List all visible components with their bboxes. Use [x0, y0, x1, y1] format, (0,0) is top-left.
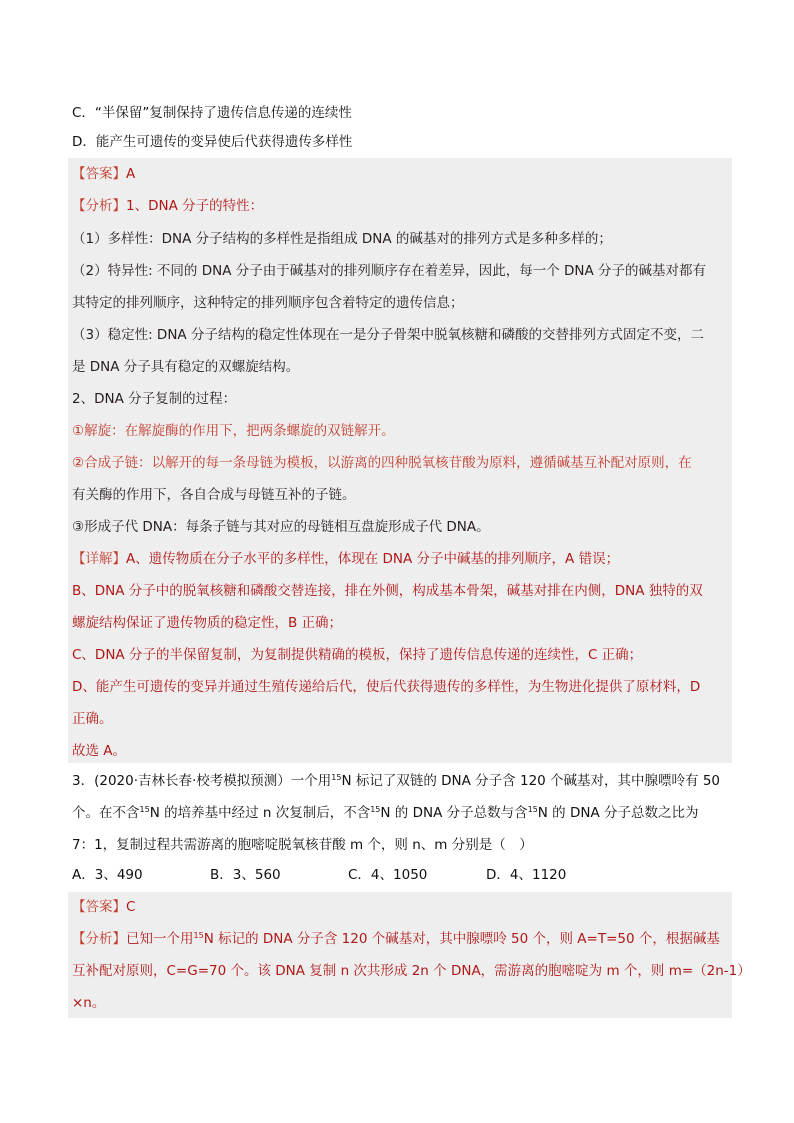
analysis-row [72, 196, 728, 216]
detail-row-a [72, 549, 728, 569]
analysis-point-3a: （3）稳定性: DNA 分子结构的稳定性体现在一是分子骨架中脱氧核糖和磷酸的交替排列方式固定不变，二 [72, 327, 704, 343]
analysis2-tag: 【分析】 [72, 931, 126, 947]
answer2-value: C [126, 899, 136, 915]
detail-d2: 正确。 [72, 711, 113, 727]
choice-a: A．3、490 [72, 867, 143, 883]
q3-text-2c: N 的 DNA 分子总数与含 [380, 805, 528, 821]
process-step-2a: ②合成子链：以解开的每一条母链为模板，以游离的四种脱氧核苷酸为原料，遵循碱基互补配对原则，在 [72, 455, 692, 471]
option-c: C．“半保留”复制保持了遗传信息传递的连续性 [72, 105, 352, 121]
superscript-15: 15 [193, 931, 204, 940]
detail-c: C、DNA 分子的半保留复制，为复制提供精确的模板，保持了遗传信息传递的连续性，C 正确； [72, 647, 643, 663]
superscript-15: 15 [139, 805, 150, 814]
analysis-point-2b: 其特定的排列顺序，这种特定的排列顺序包含着特定的遗传信息； [72, 295, 464, 311]
detail-tag: 【详解】 [72, 551, 126, 567]
analysis-point-2a: （2）特异性: 不同的 DNA 分子由于碱基对的排列顺序存在着差异，因此，每一个 DNA 分子的碱基对都有 [72, 263, 707, 279]
answer2-row [72, 897, 728, 917]
choice-b: B．3、560 [210, 867, 281, 883]
process-step-3: ③形成子代 DNA：每条子链与其对应的母链相互盘旋形成子代 DNA。 [72, 519, 490, 535]
answer-value: A [126, 166, 136, 182]
analysis-title: 1、DNA 分子的特性： [126, 198, 264, 214]
question-3-line-1 [72, 771, 728, 791]
detail-d1: D、能产生可遗传的变异并通过生殖传递给后代，使后代获得遗传的多样性，为生物进化提供了原材料，D [72, 679, 701, 695]
process-step-1: ①解旋：在解旋酶的作用下，把两条螺旋的双链解开。 [72, 423, 395, 439]
analysis2-line-1 [72, 929, 728, 949]
analysis-point-1: （1）多样性：DNA 分子结构的多样性是指组成 DNA 的碱基对的排列方式是多种多样的； [72, 231, 612, 247]
ana2-text-1a: 已知一个用 [126, 931, 194, 947]
analysis-point-3b: 是 DNA 分子具有稳定的双螺旋结构。 [72, 359, 300, 375]
q3-text-2a: 个。在不含 [72, 805, 140, 821]
analysis-tag: 【分析】 [72, 198, 126, 214]
superscript-15: 15 [370, 805, 381, 814]
superscript-15: 15 [331, 773, 342, 782]
q3-text-2b: N 的培养基中经过 n 次复制后，不含 [149, 805, 371, 821]
option-d: D．能产生可遗传的变异使后代获得遗传多样性 [72, 134, 353, 150]
detail-b2: 螺旋结构保证了遗传物质的稳定性，B 正确； [72, 615, 343, 631]
analysis2-line-3: ×n。 [72, 995, 106, 1011]
analysis2-line-2: 互补配对原则，C=G=70 个。该 DNA 复制 n 次共形成 2n 个 DNA，需游离的胞嘧啶为 m 个，则 m=（2n-1） [72, 963, 751, 979]
detail-b1: B、DNA 分子中的脱氧核糖和磷酸交替连接，排在外侧，构成基本骨架，碱基对排在内侧，DNA 独特的双 [72, 583, 703, 599]
q3-text-1b: N 标记了双链的 DNA 分子含 120 个碱基对，其中腺嘌呤有 50 [341, 773, 721, 789]
answer-tag: 【答案】 [72, 166, 126, 182]
ana2-text-1b: N 标记的 DNA 分子含 120 个碱基对，其中腺嘌呤 50 个，则 A=T=50 个，根据碱基 [203, 931, 720, 947]
question-3-line-3: 7：1，复制过程共需游离的胞嘧啶脱氧核苷酸 m 个，则 n、m 分别是（ ） [72, 837, 533, 853]
process-step-2b: 有关酶的作用下，各自合成与母链互补的子链。 [72, 487, 356, 503]
answer2-tag: 【答案】 [72, 899, 126, 915]
superscript-15: 15 [527, 805, 538, 814]
conclusion: 故选 A。 [72, 743, 127, 759]
choice-c: C．4、1050 [348, 867, 428, 883]
detail-a: A、遗传物质在分子水平的多样性，体现在 DNA 分子中碱基的排列顺序，A 错误； [126, 551, 620, 567]
q3-text-1a: 3．(2020·吉林长春·校考模拟预测）一个用 [72, 773, 332, 789]
answer-row [72, 164, 728, 184]
q3-text-2d: N 的 DNA 分子总数之比为 [537, 805, 699, 821]
choice-d: D．4、1120 [486, 867, 567, 883]
process-title: 2、DNA 分子复制的过程： [72, 391, 237, 407]
question-3-line-2 [72, 803, 728, 823]
